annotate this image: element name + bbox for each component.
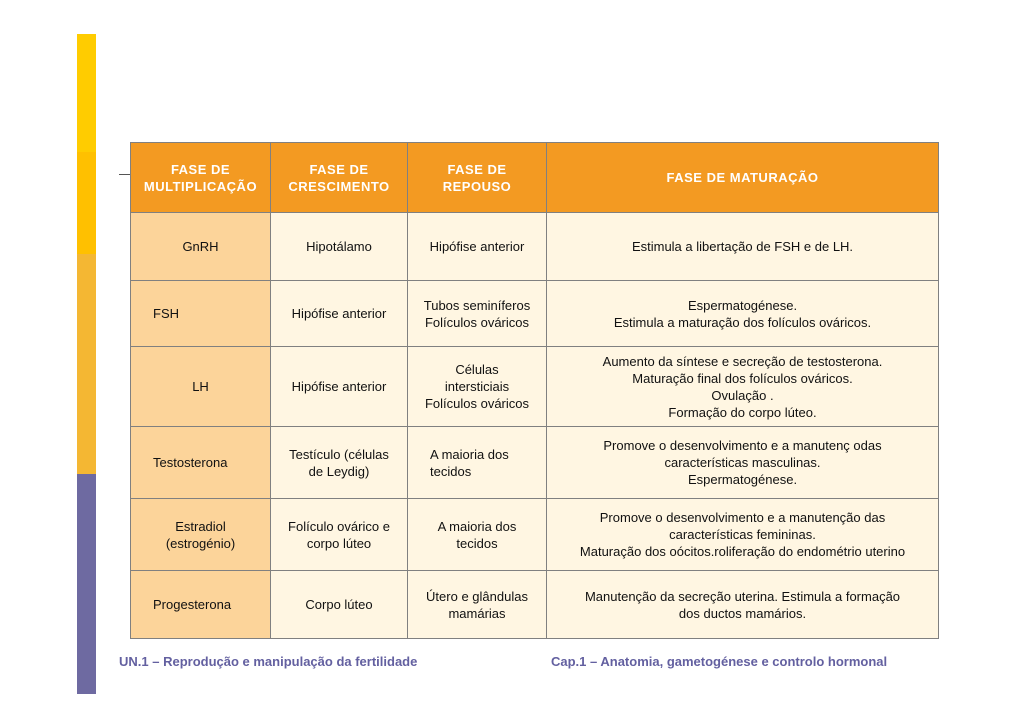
cell-effect: Promove o desenvolvimento e a manutenção das características femininas. Maturação dos oócitos.roliferação do endométrio uterino [547,499,939,571]
cell-origin: Corpo lúteo [271,571,408,639]
cell-target: Hipófise anterior [408,213,547,281]
cell-target: Células intersticiais Folículos ováricos [408,347,547,427]
cell-origin: Testículo (células de Leydig) [271,427,408,499]
footer-unit-title: UN.1 – Reprodução e manipulação da fertilidade [119,654,418,669]
cell-effect: Espermatogénese. Estimula a maturação dos folículos ováricos. [547,281,939,347]
header-multiplicacao: FASE DE MULTIPLICAÇÃO [131,143,271,213]
table-row [131,499,939,571]
accent-bar-yellow [77,34,96,152]
cell-hormone: Progesterona [131,571,271,639]
header-maturacao: FASE DE MATURAÇÃO [547,143,939,213]
accent-bar-orange [77,152,96,254]
cell-origin: Hipotálamo [271,213,408,281]
hormone-table [130,142,939,639]
cell-hormone: Testosterona [131,427,271,499]
cell-target: Tubos seminíferos Folículos ováricos [408,281,547,347]
cell-origin: Hipófise anterior [271,347,408,427]
cell-target: A maioria dos tecidos [408,427,547,499]
table-row [131,347,939,427]
cell-hormone: FSH [131,281,271,347]
cell-hormone: GnRH [131,213,271,281]
cell-effect: Estimula a libertação de FSH e de LH. [547,213,939,281]
cell-hormone: Estradiol (estrogénio) [131,499,271,571]
cell-hormone: LH [131,347,271,427]
cell-effect: Promove o desenvolvimento e a manutenç odas características masculinas. Espermatogénese. [547,427,939,499]
header-repouso: FASE DE REPOUSO [408,143,547,213]
cell-target: Útero e glândulas mamárias [408,571,547,639]
table-row [131,281,939,347]
table-row [131,213,939,281]
accent-bar-gold [77,254,96,474]
cell-effect: Manutenção da secreção uterina. Estimula a formação dos ductos mamários. [547,571,939,639]
table-row [131,571,939,639]
table-header-row [131,143,939,213]
cell-origin: Folículo ovárico e corpo lúteo [271,499,408,571]
cell-origin: Hipófise anterior [271,281,408,347]
cell-target: A maioria dos tecidos [408,499,547,571]
footer-chapter-title: Cap.1 – Anatomia, gametogénese e controlo hormonal [551,654,888,669]
cell-effect: Aumento da síntese e secreção de testosterona. Maturação final dos folículos ováricos. Ovulação . Formação do corpo lúteo. [547,347,939,427]
accent-bar-purple [77,474,96,694]
header-crescimento: FASE DE CRESCIMENTO [271,143,408,213]
table-row [131,427,939,499]
